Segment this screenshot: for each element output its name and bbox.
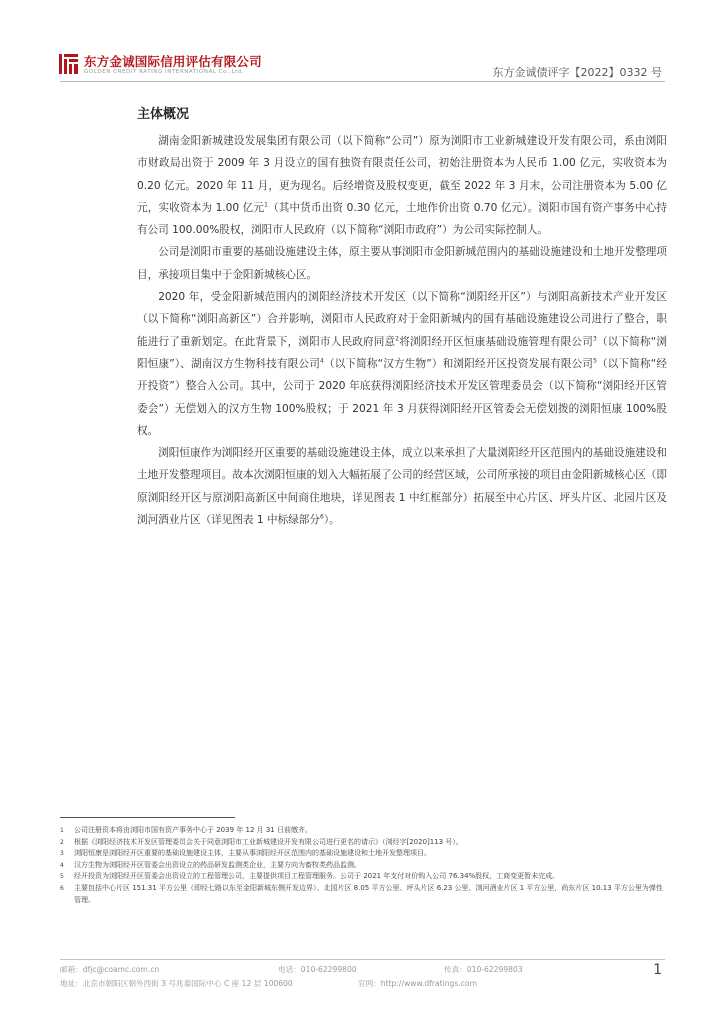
header-divider	[60, 81, 665, 82]
footnote-ref: 6	[319, 513, 324, 521]
footnote-ref: 4	[319, 357, 324, 365]
footnotes	[60, 825, 668, 906]
footnote: 1 公司注册资本将由浏阳市国有资产事务中心于 2039 年 12 月 31 日前缴齐。	[60, 826, 312, 834]
paragraph: 公司是浏阳市重要的基础设施建设主体，原主要从事浏阳市金阳新城范围内的基础设施建设和土地开发整理项目，承接项目集中于金阳新城核心区。	[137, 246, 667, 281]
company-name-cn: 东方金诚国际信用评估有限公司	[84, 54, 262, 69]
footer-fax: 传真：010-62299803	[444, 965, 523, 974]
page-header	[0, 0, 724, 90]
footnote-ref: 2	[395, 335, 400, 343]
paragraph: 浏阳恒康作为浏阳经开区重要的基础设施建设主体，成立以来承担了大量浏阳经开区范围内的基础设施建设和土地开发整理项目。故本次浏阳恒康的划入大幅拓展了公司的经营区域，公司所承接的项目由金阳新城核心区（即原浏阳经开区与原浏阳高新区中间商住地块，详见图表 1 中红框部分）拓展至中心片区、坪头片区、北园片区及浏河酒业片区（详见图表 1 中标绿部分$^6$）。	[137, 447, 667, 527]
footnote-ref: 5	[593, 357, 597, 365]
footnote: 5 经开投资为浏阳经开区管委会出资设立的工程管理公司，主要提供项目工程管理服务。公司于 2021 年支付对价购入公司 76.34%股权，工商变更暂未完成。	[60, 872, 560, 881]
footnote: 3 浏阳恒康是浏阳经开区重要的基础设施建设主体，主要从事浏阳经开区范围内的基础设施建设和土地开发整理项目。	[60, 849, 431, 858]
footer-email[interactable]: 邮箱：dfjc@coamc.com.cn	[60, 965, 160, 974]
company-name-en: GOLDEN CREDIT RATING INTERNATIONAL Co.,Ltd.	[84, 69, 245, 75]
section-title: 主体概况	[137, 107, 190, 122]
document-number: 东方金诚债评字【2022】0332 号	[492, 66, 662, 79]
paragraph: 湖南金阳新城建设发展集团有限公司（以下简称“公司”）原为浏阳市工业新城建设开发有限公司，系由浏阳市财政局出资于 2009 年 3 月设立的国有独资有限责任公司，初始注册资本为人民币 1.00 亿元，实收资本为 0.20 亿元。2020 年 11 月，更为现名。后经增资及股权变更，截至 2022 年 3 月末，公司注册资本为 5.00 亿元，实收资本为 1.00 亿元$^1$（其中货币出资 0.30 亿元，土地作价出资 0.70 亿元）。浏阳市国有资产事务中心持有公司 100.00%股权，浏阳市人民政府（以下简称“浏阳市政府”）为公司实际控制人。	[137, 135, 667, 237]
company-logo-icon	[58, 53, 80, 75]
footer-phone: 电话：010-62299800	[278, 965, 357, 974]
footnote-ref: 3	[592, 335, 597, 343]
footnote: 2 根据《浏阳经济技术开发区管理委员会关于同意浏阳市工业新城建设开发有限公司进行更名的请示》（浏经字[2020]113 号）。	[60, 837, 463, 846]
footer-website[interactable]: 官网：http://www.dfratings.com	[358, 979, 477, 988]
paragraph: 2020 年，受金阳新城范围内的浏阳经济技术开发区（以下简称“浏阳经开区”）与浏阳高新技术产业开发区（以下简称“浏阳高新区”）合并影响，浏阳市人民政府对于金阳新城内的国有基础设施建设公司进行了整合，职能进行了重新划定。在此背景下，浏阳市人民政府同意$^2$将浏阳经开区恒康基础设施管理有限公司$^3$（以下简称“浏阳恒康”）、湖南汉方生物科技有限公司$^4$（以下简称“汉方生物”）和浏阳经开区投资发展有限公司$^5$（以下简称“经开投资”）整合入公司。其中，公司于 2020 年底获得浏阳经济技术开发区管理委员会（以下简称“浏阳经开区管委会”）无偿划入的汉方生物 100%股权；于 2021 年 3 月获得浏阳经开区管委会无偿划拨的浏阳恒康 100%股权。	[137, 291, 667, 437]
footer-address: 地址：北京市朝阳区朝外西街 3 号兆泰国际中心 C 座 12 层 100600	[60, 979, 293, 988]
footnote-divider	[60, 817, 235, 818]
body-text	[137, 130, 667, 531]
footer-divider	[60, 959, 665, 960]
page-number: 1	[653, 962, 662, 978]
footnote: 4 汉方生物为浏阳经开区管委会出资设立的药品研发监测类企业，主要方向为畜牧类药品监测。	[60, 860, 361, 869]
footnote: 6 主要包括中心片区 151.31 平方公里（即经七路以东至金阳新城东侧开发边界）、北园片区 8.05 平方公里、坪头片区 6.23 公里、浏河酒业片区 1 平方公里，尚东片区 10.13 平方公里为弹性管理。	[60, 883, 663, 904]
footnote-ref: 1	[264, 201, 268, 209]
